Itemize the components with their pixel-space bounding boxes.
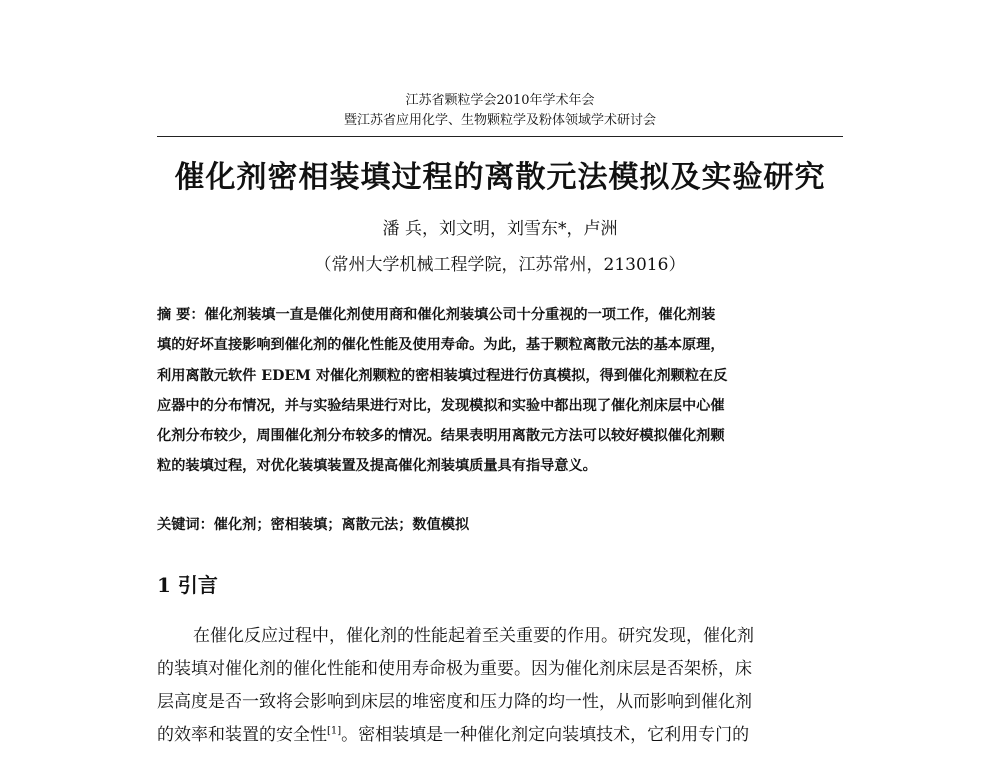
header-rule — [157, 136, 843, 137]
body-text: 的效率和装置的安全性 — [157, 725, 327, 745]
body-line — [157, 719, 847, 752]
abstract-line — [157, 300, 847, 330]
abstract-block — [157, 300, 847, 482]
abstract-line: 化剂分布较少，周围催化剂分布较多的情况。结果表明用离散元方法可以较好模拟催化剂颗 — [157, 428, 725, 445]
section-heading: 1 引言 — [157, 573, 218, 597]
conference-name: 江苏省颗粒学会2010年学术年会 — [405, 93, 595, 108]
abstract-line: 利用离散元软件 EDEM 对催化剂颗粒的密相装填过程进行仿真模拟，得到催化剂颗粒在反 — [157, 367, 728, 384]
section-body — [157, 620, 847, 752]
keywords-line — [157, 512, 847, 538]
abstract-text: 催化剂装填一直是催化剂使用商和催化剂装填公司十分重视的一项工作，催化剂装 — [204, 307, 716, 323]
keywords-label: 关键词： — [157, 517, 214, 533]
paper-authors: 潘 兵，刘文明，刘雪东*，卢洲 — [382, 219, 618, 239]
keywords-text: 催化剂；密相装填；离散元法；数值模拟 — [213, 517, 470, 533]
body-line: 在催化反应过程中，催化剂的性能起着至关重要的作用。研究发现，催化剂 — [193, 626, 754, 646]
abstract-line: 填的好坏直接影响到催化剂的催化性能及使用寿命。为此，基于颗粒离散元法的基本原理， — [157, 337, 725, 354]
paper-title: 催化剂密相装填过程的离散元法模拟及实验研究 — [174, 160, 826, 195]
abstract-line: 应器中的分布情况，并与实验结果进行对比，发现模拟和实验中都出现了催化剂床层中心催 — [157, 397, 725, 414]
paper-affiliation: （常州大学机械工程学院，江苏常州，213016） — [314, 255, 686, 275]
abstract-line: 粒的装填过程，对优化装填装置及提高催化剂装填质量具有指导意义。 — [157, 458, 597, 475]
body-text: 。密相装填是一种催化剂定向装填技术，它利用专门的 — [341, 725, 750, 745]
abstract-label: 摘 要： — [157, 307, 205, 323]
body-line: 层高度是否一致将会影响到床层的堆密度和压力降的均一性，从而影响到催化剂 — [157, 692, 752, 712]
conference-subtitle: 暨江苏省应用化学、生物颗粒学及粉体领域学术研讨会 — [343, 113, 656, 128]
body-line: 的装填对催化剂的催化性能和使用寿命极为重要。因为催化剂床层是否架桥，床 — [157, 659, 752, 679]
citation: [1] — [327, 725, 342, 737]
